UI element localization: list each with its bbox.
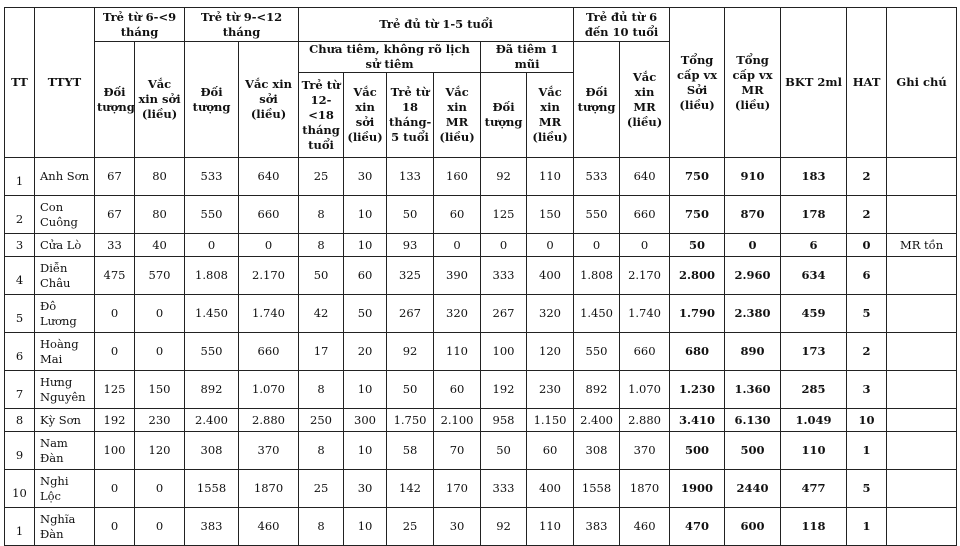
cell: 80	[135, 158, 185, 196]
cell: 50	[299, 257, 344, 295]
cell: 8	[299, 371, 344, 409]
cell: 2.400	[574, 409, 620, 432]
cell: 33	[95, 234, 135, 257]
subgroup-da-tiem: Đã tiêm 1 mũi	[481, 42, 574, 73]
cell: 30	[434, 508, 481, 546]
cell-tong-mr: 6.130	[725, 409, 781, 432]
cell: 320	[527, 295, 574, 333]
cell: 390	[434, 257, 481, 295]
cell-note: MR tồn	[887, 234, 957, 257]
col-vac-xin-soi-3: Vắc xin sởi (liều)	[344, 73, 387, 158]
cell: 320	[434, 295, 481, 333]
cell: 1558	[574, 470, 620, 508]
cell: 1870	[239, 470, 299, 508]
cell: 333	[481, 257, 527, 295]
cell-unit: Nam Đàn	[35, 432, 95, 470]
table-body	[5, 158, 957, 546]
vaccine-allocation-table	[4, 7, 957, 546]
cell-hat: 1	[847, 508, 887, 546]
cell: 250	[299, 409, 344, 432]
cell-bkt: 118	[781, 508, 847, 546]
cell: 640	[239, 158, 299, 196]
cell-tong-soi: 470	[670, 508, 725, 546]
table-row	[5, 409, 957, 432]
cell-note	[887, 409, 957, 432]
cell-hat: 5	[847, 295, 887, 333]
cell-tong-mr: 2440	[725, 470, 781, 508]
cell: 92	[481, 158, 527, 196]
col-vac-xin-soi-2: Vắc xin sởi (liều)	[239, 42, 299, 158]
col-hat: HAT	[847, 8, 887, 158]
col-doi-tuong-1: Đối tượng	[95, 42, 135, 158]
cell: 8	[299, 234, 344, 257]
cell-bkt: 634	[781, 257, 847, 295]
cell: 0	[135, 295, 185, 333]
cell-tong-mr: 600	[725, 508, 781, 546]
cell-hat: 5	[847, 470, 887, 508]
cell-hat: 3	[847, 371, 887, 409]
cell-note	[887, 158, 957, 196]
cell: 120	[527, 333, 574, 371]
cell: 93	[387, 234, 434, 257]
table-row	[5, 470, 957, 508]
col-vac-xin-soi-1: Vắc xin sởi (liều)	[135, 42, 185, 158]
col-tre-12-18: Trẻ từ 12-<18 tháng tuổi	[299, 73, 344, 158]
cell-tong-mr: 0	[725, 234, 781, 257]
cell-tong-mr: 910	[725, 158, 781, 196]
cell-hat: 1	[847, 432, 887, 470]
cell: 308	[574, 432, 620, 470]
table-row	[5, 432, 957, 470]
cell: 958	[481, 409, 527, 432]
cell: 10	[344, 432, 387, 470]
cell: 125	[481, 196, 527, 234]
cell: 67	[95, 196, 135, 234]
cell-tt: 4	[5, 257, 35, 295]
col-tong-mr: Tổng cấp vx MR (liều)	[725, 8, 781, 158]
cell-unit: Hoàng Mai	[35, 333, 95, 371]
cell: 0	[135, 470, 185, 508]
cell: 1.750	[387, 409, 434, 432]
cell-tt: 3	[5, 234, 35, 257]
cell-bkt: 1.049	[781, 409, 847, 432]
cell: 50	[387, 196, 434, 234]
cell: 8	[299, 432, 344, 470]
cell-unit: Kỳ Sơn	[35, 409, 95, 432]
cell: 92	[481, 508, 527, 546]
cell: 300	[344, 409, 387, 432]
cell: 10	[344, 508, 387, 546]
cell-unit: Nghĩa Đàn	[35, 508, 95, 546]
cell-unit: Diễn Châu	[35, 257, 95, 295]
col-doi-tuong-2: Đối tượng	[185, 42, 239, 158]
table-row	[5, 234, 957, 257]
cell: 660	[239, 196, 299, 234]
cell-tong-mr: 890	[725, 333, 781, 371]
group-6-9-months: Trẻ từ 6-<9 tháng	[95, 8, 185, 42]
table-row	[5, 257, 957, 295]
col-doi-tuong-6-10: Đối tượng	[574, 42, 620, 158]
cell-hat: 2	[847, 158, 887, 196]
cell: 892	[185, 371, 239, 409]
cell: 0	[95, 508, 135, 546]
cell: 1.070	[239, 371, 299, 409]
cell: 40	[135, 234, 185, 257]
cell: 150	[527, 196, 574, 234]
cell: 160	[434, 158, 481, 196]
cell: 383	[574, 508, 620, 546]
cell-tong-soi: 2.800	[670, 257, 725, 295]
cell: 8	[299, 508, 344, 546]
cell-note	[887, 333, 957, 371]
col-tt: TT	[5, 8, 35, 158]
cell: 660	[620, 333, 670, 371]
cell-tong-soi: 1.230	[670, 371, 725, 409]
table-header	[5, 8, 957, 158]
cell-note	[887, 295, 957, 333]
cell-tong-soi: 50	[670, 234, 725, 257]
cell-bkt: 173	[781, 333, 847, 371]
group-6-10-years: Trẻ đủ từ 6 đến 10 tuổi	[574, 8, 670, 42]
cell: 1.150	[527, 409, 574, 432]
cell: 550	[185, 333, 239, 371]
cell: 110	[527, 508, 574, 546]
cell-unit: Đô Lương	[35, 295, 95, 333]
cell: 0	[95, 295, 135, 333]
cell: 0	[135, 333, 185, 371]
cell-hat: 0	[847, 234, 887, 257]
cell: 550	[574, 196, 620, 234]
cell: 10	[344, 371, 387, 409]
col-bkt: BKT 2ml	[781, 8, 847, 158]
cell-note	[887, 196, 957, 234]
cell: 0	[135, 508, 185, 546]
cell: 400	[527, 470, 574, 508]
cell-tong-mr: 870	[725, 196, 781, 234]
table-row	[5, 333, 957, 371]
cell-tt: 1	[5, 158, 35, 196]
cell: 0	[239, 234, 299, 257]
table-row	[5, 295, 957, 333]
cell: 60	[434, 196, 481, 234]
cell-bkt: 110	[781, 432, 847, 470]
cell-tt: 6	[5, 333, 35, 371]
cell: 370	[239, 432, 299, 470]
cell-unit: Nghi Lộc	[35, 470, 95, 508]
cell: 370	[620, 432, 670, 470]
cell: 400	[527, 257, 574, 295]
col-tong-soi: Tổng cấp vx Sởi (liều)	[670, 8, 725, 158]
cell: 42	[299, 295, 344, 333]
group-9-12-months: Trẻ từ 9-<12 tháng	[185, 8, 299, 42]
cell-note	[887, 371, 957, 409]
cell-note	[887, 257, 957, 295]
cell: 570	[135, 257, 185, 295]
cell: 8	[299, 196, 344, 234]
group-1-5-years: Trẻ đủ từ 1-5 tuổi	[299, 8, 574, 42]
cell: 383	[185, 508, 239, 546]
cell: 67	[95, 158, 135, 196]
cell-tong-mr: 2.960	[725, 257, 781, 295]
col-vac-xin-mr-1: Vắc xin MR (liều)	[434, 73, 481, 158]
cell: 60	[344, 257, 387, 295]
cell: 1.808	[574, 257, 620, 295]
cell: 110	[434, 333, 481, 371]
cell: 230	[135, 409, 185, 432]
cell: 192	[95, 409, 135, 432]
cell-bkt: 477	[781, 470, 847, 508]
cell-tong-mr: 2.380	[725, 295, 781, 333]
cell-hat: 6	[847, 257, 887, 295]
cell: 1.450	[185, 295, 239, 333]
cell-tong-soi: 750	[670, 196, 725, 234]
cell-tong-mr: 500	[725, 432, 781, 470]
cell-tt: 7	[5, 371, 35, 409]
cell: 0	[434, 234, 481, 257]
cell: 1.070	[620, 371, 670, 409]
cell: 0	[574, 234, 620, 257]
cell-tong-soi: 3.410	[670, 409, 725, 432]
cell-tt: 2	[5, 196, 35, 234]
cell-hat: 10	[847, 409, 887, 432]
cell: 0	[527, 234, 574, 257]
cell: 1.808	[185, 257, 239, 295]
cell-bkt: 459	[781, 295, 847, 333]
cell: 120	[135, 432, 185, 470]
cell: 0	[620, 234, 670, 257]
cell: 2.170	[239, 257, 299, 295]
subgroup-chua-tiem: Chưa tiêm, không rõ lịch sử tiêm	[299, 42, 481, 73]
cell: 170	[434, 470, 481, 508]
table-row	[5, 371, 957, 409]
table-row	[5, 158, 957, 196]
cell-unit: Con Cuông	[35, 196, 95, 234]
cell: 10	[344, 196, 387, 234]
cell-hat: 2	[847, 333, 887, 371]
cell-tong-soi: 1900	[670, 470, 725, 508]
cell: 50	[481, 432, 527, 470]
cell: 50	[344, 295, 387, 333]
cell: 1.450	[574, 295, 620, 333]
cell: 333	[481, 470, 527, 508]
cell-tt: 10	[5, 470, 35, 508]
cell-unit: Anh Sơn	[35, 158, 95, 196]
cell: 230	[527, 371, 574, 409]
cell-note	[887, 470, 957, 508]
cell-tt: 9	[5, 432, 35, 470]
cell-tt: 8	[5, 409, 35, 432]
cell: 2.400	[185, 409, 239, 432]
cell: 17	[299, 333, 344, 371]
cell-tong-soi: 500	[670, 432, 725, 470]
cell: 1870	[620, 470, 670, 508]
cell: 460	[620, 508, 670, 546]
cell: 2.880	[239, 409, 299, 432]
cell: 92	[387, 333, 434, 371]
cell: 100	[481, 333, 527, 371]
cell: 133	[387, 158, 434, 196]
cell: 460	[239, 508, 299, 546]
cell: 892	[574, 371, 620, 409]
cell-tong-mr: 1.360	[725, 371, 781, 409]
cell: 100	[95, 432, 135, 470]
cell: 660	[239, 333, 299, 371]
col-ghi-chu: Ghi chú	[887, 8, 957, 158]
cell-tong-soi: 750	[670, 158, 725, 196]
cell: 110	[527, 158, 574, 196]
cell-unit: Hưng Nguyên	[35, 371, 95, 409]
col-vac-xin-mr-2: Vắc xin MR (liều)	[527, 73, 574, 158]
cell-tong-soi: 680	[670, 333, 725, 371]
col-tre-18-5: Trẻ từ 18 tháng-5 tuổi	[387, 73, 434, 158]
col-ttyt: TTYT	[35, 8, 95, 158]
cell-tt: 5	[5, 295, 35, 333]
cell: 58	[387, 432, 434, 470]
cell: 550	[185, 196, 239, 234]
cell: 125	[95, 371, 135, 409]
cell: 70	[434, 432, 481, 470]
cell: 80	[135, 196, 185, 234]
cell: 267	[387, 295, 434, 333]
table-row	[5, 196, 957, 234]
cell: 550	[574, 333, 620, 371]
cell-bkt: 6	[781, 234, 847, 257]
cell: 0	[481, 234, 527, 257]
cell-unit: Cửa Lò	[35, 234, 95, 257]
cell: 533	[574, 158, 620, 196]
cell: 192	[481, 371, 527, 409]
cell: 325	[387, 257, 434, 295]
cell: 30	[344, 470, 387, 508]
cell-bkt: 285	[781, 371, 847, 409]
cell: 25	[299, 158, 344, 196]
cell: 60	[527, 432, 574, 470]
cell: 0	[95, 470, 135, 508]
cell: 640	[620, 158, 670, 196]
cell: 533	[185, 158, 239, 196]
cell: 50	[387, 371, 434, 409]
cell-tong-soi: 1.790	[670, 295, 725, 333]
col-doi-tuong-da-tiem: Đối tượng	[481, 73, 527, 158]
cell-bkt: 183	[781, 158, 847, 196]
cell: 660	[620, 196, 670, 234]
cell-bkt: 178	[781, 196, 847, 234]
cell: 10	[344, 234, 387, 257]
cell: 25	[299, 470, 344, 508]
cell: 142	[387, 470, 434, 508]
cell: 2.170	[620, 257, 670, 295]
cell: 0	[185, 234, 239, 257]
cell: 60	[434, 371, 481, 409]
cell: 2.100	[434, 409, 481, 432]
cell: 1.740	[239, 295, 299, 333]
cell: 308	[185, 432, 239, 470]
cell: 475	[95, 257, 135, 295]
cell: 30	[344, 158, 387, 196]
cell: 150	[135, 371, 185, 409]
cell: 0	[95, 333, 135, 371]
cell: 1.740	[620, 295, 670, 333]
cell: 1558	[185, 470, 239, 508]
cell-note	[887, 432, 957, 470]
cell-hat: 2	[847, 196, 887, 234]
cell: 2.880	[620, 409, 670, 432]
cell: 20	[344, 333, 387, 371]
cell: 267	[481, 295, 527, 333]
col-vac-xin-mr-6-10: Vắc xin MR (liều)	[620, 42, 670, 158]
cell-tt: 1	[5, 508, 35, 546]
cell: 25	[387, 508, 434, 546]
